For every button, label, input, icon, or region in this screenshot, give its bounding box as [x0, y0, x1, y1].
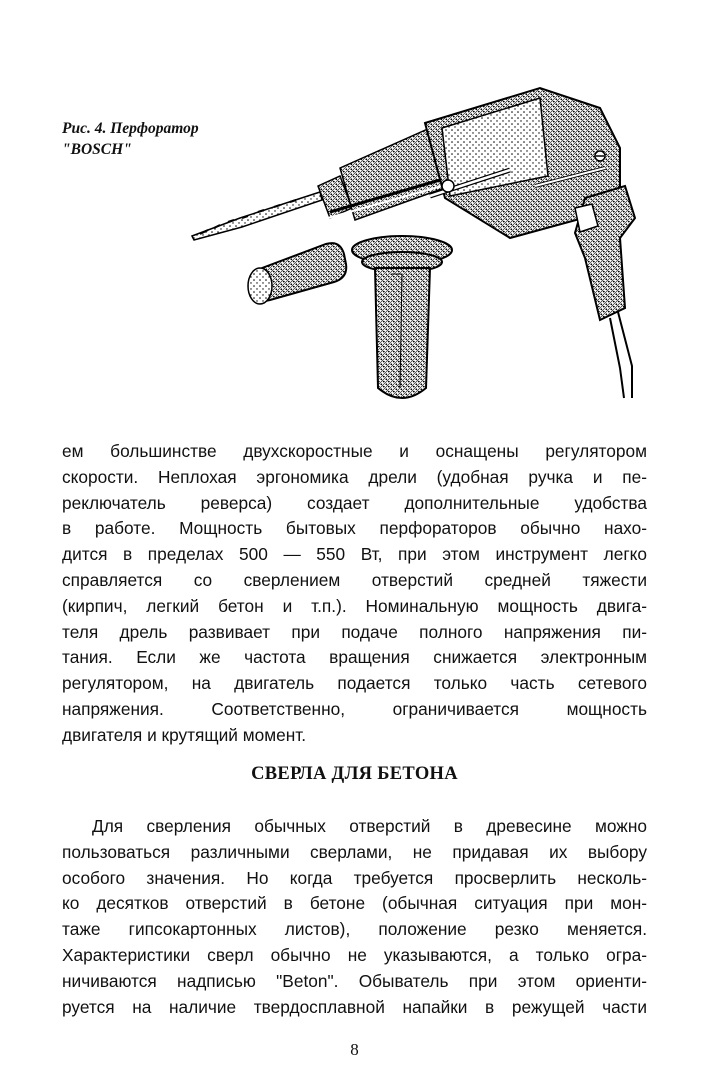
caption-line-2: "BOSCH"	[62, 141, 132, 158]
paragraph-1-line: теля дрель развивает при подаче полного напряжения пи-	[62, 621, 647, 642]
figure-caption	[62, 118, 199, 160]
paragraph-1-line: ем большинстве двухскоростные и оснащены регулятором	[62, 441, 647, 461]
paragraph-2	[62, 814, 647, 1020]
paragraph-1	[62, 439, 647, 749]
paragraph-1-line: реключатель реверса) создает дополнительные удобства	[62, 492, 647, 513]
paragraph-2-line: ко десятков отверстий в бетоне (обычная ситуация при мон-	[62, 893, 647, 914]
paragraph-2-line: ничиваются надписью "Beton". Обыватель при этом ориенти-	[62, 970, 647, 991]
caption-line-1: Рис. 4. Перфоратор	[62, 120, 199, 137]
section-heading: СВЕРЛА ДЛЯ БЕТОНА	[251, 764, 458, 784]
paragraph-1-line: скорости. Неплохая эргономика дрели (удобная ручка и пе-	[62, 466, 647, 487]
drill-bit	[192, 192, 322, 240]
paragraph-2-line: Для сверления обычных отверстий в древесине можно	[92, 816, 647, 836]
paragraph-1-line: в работе. Мощность бытовых перфораторов обычно нахо-	[62, 518, 647, 539]
pistol-handle	[575, 186, 635, 398]
paragraph-1-line: напряжения. Соответственно, ограничивается мощность	[62, 698, 647, 719]
rotary-hammer-illustration	[180, 68, 640, 418]
paragraph-1-line: двигателя и крутящий момент.	[62, 724, 307, 745]
paragraph-2-line: пользоваться различными сверлами, не придавая их выбору	[62, 841, 647, 862]
paragraph-1-line: справляется со сверлением отверстий средней тяжести	[62, 569, 647, 590]
page-number: 8	[350, 1040, 359, 1059]
side-handle	[352, 236, 452, 398]
paragraph-2-line: Характеристики сверл обычно не указываются, а только огра-	[62, 944, 647, 965]
paragraph-1-line: (кирпич, легкий бетон и т.п.). Номинальную мощность двига-	[62, 595, 647, 616]
paragraph-2-line: особого значения. Но когда требуется просверлить несколь-	[62, 867, 647, 888]
paragraph-2-line: таже гипсокартонных листов), положение резко меняется.	[62, 919, 647, 940]
paragraph-1-line: дится в пределах 500 — 550 Вт, при этом инструмент легко	[62, 544, 647, 565]
paragraph-1-line: тания. Если же частота вращения снижается электронным	[62, 647, 647, 668]
depth-stop-attachment	[248, 243, 346, 304]
paragraph-1-line: регулятором, на двигатель подается только часть сетевого	[62, 673, 647, 694]
paragraph-2-line: руется на наличие твердосплавной напайки в режущей части	[62, 996, 647, 1017]
